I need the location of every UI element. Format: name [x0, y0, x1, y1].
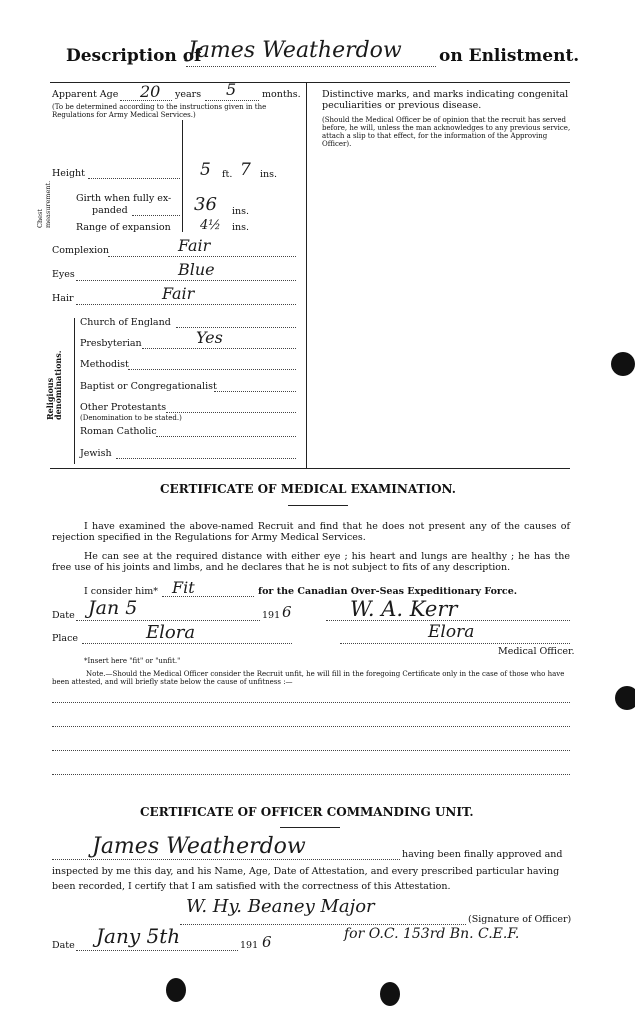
height-ft-value: 5 — [200, 160, 211, 180]
distinctive-marks-label: Distinctive marks, and marks indicating congenital peculiarities or previous disease. — [322, 89, 569, 111]
girth-label-1: Girth when fully ex- — [76, 193, 172, 204]
baptist-label: Baptist or Congregationalist — [80, 381, 217, 392]
officer-line-1: having been finally approved and — [402, 849, 563, 860]
presbyterian-label: Presbyterian — [80, 338, 142, 349]
medical-date-label: Date — [52, 610, 75, 621]
frame-bottom-line — [50, 468, 570, 469]
punch-hole — [166, 978, 186, 1002]
height-label: Height — [52, 168, 85, 179]
unfitness-line — [52, 726, 570, 727]
hair-value: Fair — [162, 284, 195, 303]
medical-para-2: He can see at the required distance with either eye ; his heart and lungs are healthy ; he has the free use of his joints and limbs, and he declares that he is not subject to fits of any description. — [52, 551, 570, 573]
apparent-age-label: Apparent Age — [52, 89, 119, 100]
recruit-name-handwritten: James Weatherdow — [188, 38, 402, 63]
chest-label: Chest measurement. — [36, 180, 52, 228]
age-note: (To be determined according to the instructions given in the Regulations for Army Medical Services.) — [52, 103, 267, 119]
religious-denominations-label: Religious denominations. — [45, 350, 63, 420]
medical-place-label: Place — [52, 633, 79, 644]
jewish-label: Jewish — [80, 448, 112, 459]
religion-bracket-line — [74, 318, 75, 464]
medical-year-digit: 6 — [282, 603, 292, 621]
ft-label: ft. — [222, 169, 233, 180]
eyes-label: Eyes — [52, 269, 75, 280]
age-months-value: 5 — [226, 80, 237, 99]
months-label: months. — [262, 89, 301, 100]
denomination-note: (Denomination to be stated.) — [80, 414, 182, 422]
punch-hole — [615, 686, 635, 710]
height-ins-value: 7 — [240, 160, 251, 180]
officer-heading: CERTIFICATE OF OFFICER COMMANDING UNIT. — [140, 805, 474, 819]
height-column-line — [182, 120, 183, 232]
roman-catholic-label: Roman Catholic — [80, 426, 157, 437]
girth-value: 36 — [194, 194, 217, 215]
officer-signature: W. Hy. Beaney Major — [186, 896, 375, 917]
eyes-value: Blue — [178, 260, 215, 279]
fitness-value: Fit — [172, 578, 195, 597]
consider-label: I consider him* — [84, 586, 159, 597]
unfitness-line — [52, 702, 570, 703]
officer-year-prefix: 191 — [240, 940, 259, 951]
medical-date-value: Jan 5 — [88, 597, 138, 619]
hair-label: Hair — [52, 293, 74, 304]
medical-para-1: I have examined the above-named Recruit and find that he does not present any of the causes of rejection specified in the Regulations for Army Medical Services. — [52, 521, 570, 543]
medical-officer-label: Medical Officer. — [498, 646, 575, 657]
punch-hole — [611, 352, 635, 376]
officer-unit-value: for O.C. 153rd Bn. C.E.F. — [344, 926, 520, 942]
unfitness-line — [52, 750, 570, 751]
officer-line-3: been recorded, I certify that I am satisfied with the correctness of this Attestation. — [52, 881, 451, 892]
punch-hole — [380, 982, 400, 1006]
medical-officer-place-value: Elora — [428, 622, 475, 642]
expansion-label: Range of expansion — [76, 222, 171, 233]
medical-officer-signature: W. A. Kerr — [350, 597, 458, 621]
medical-year-prefix: 191 — [262, 610, 281, 621]
for-cef-label: for the Canadian Over-Seas Expeditionary Force. — [258, 586, 518, 597]
page-title — [66, 46, 201, 66]
unfitness-note: Note.—Should the Medical Officer consider the Recruit unfit, he will fill in the foregoing Certificate only in the case of those who have been attested, and will briefly state below the cause of unfitness :— — [52, 670, 565, 686]
officer-line-2: inspected by me this day, and his Name, Age, Date of Attestation, and every prescribed particular having — [52, 866, 560, 877]
girth-ins-label: ins. — [232, 206, 250, 217]
methodist-label: Methodist — [80, 359, 129, 370]
name-dotted-line — [186, 66, 436, 67]
title-suffix: on Enlistment. — [439, 46, 580, 66]
officer-date-value: Jany 5th — [96, 924, 181, 948]
expansion-ins-label: ins. — [232, 222, 250, 233]
expansion-value: 4½ — [200, 218, 221, 233]
years-label: years — [175, 89, 202, 100]
girth-label-2: panded — [92, 205, 128, 216]
medical-heading: CERTIFICATE OF MEDICAL EXAMINATION. — [160, 482, 456, 496]
distinctive-marks-note: (Should the Medical Officer be of opinion that the recruit has served before, he will, unless the man acknowledges to any previous service, attach a slip to that effect, for the information of the Approving Officer). — [322, 116, 571, 148]
officer-recruit-name: James Weatherdow — [92, 834, 306, 859]
frame-divider — [306, 82, 307, 468]
age-years-value: 20 — [140, 82, 161, 101]
officer-signature-label: (Signature of Officer) — [468, 914, 572, 925]
ins-label: ins. — [260, 169, 278, 180]
officer-date-label: Date — [52, 940, 75, 951]
other-protestants-label: Other Protestants — [80, 402, 167, 413]
frame-top-line — [50, 82, 570, 83]
medical-place-value: Elora — [146, 622, 196, 643]
officer-year-digit: 6 — [262, 933, 272, 951]
church-england-label: Church of England — [80, 317, 171, 328]
unfitness-line — [52, 774, 570, 775]
insert-note: *Insert here "fit" or "unfit." — [84, 657, 181, 665]
complexion-value: Fair — [178, 236, 211, 255]
title-prefix: Description of — [66, 46, 202, 66]
presbyterian-value: Yes — [196, 328, 223, 347]
complexion-label: Complexion — [52, 245, 109, 256]
